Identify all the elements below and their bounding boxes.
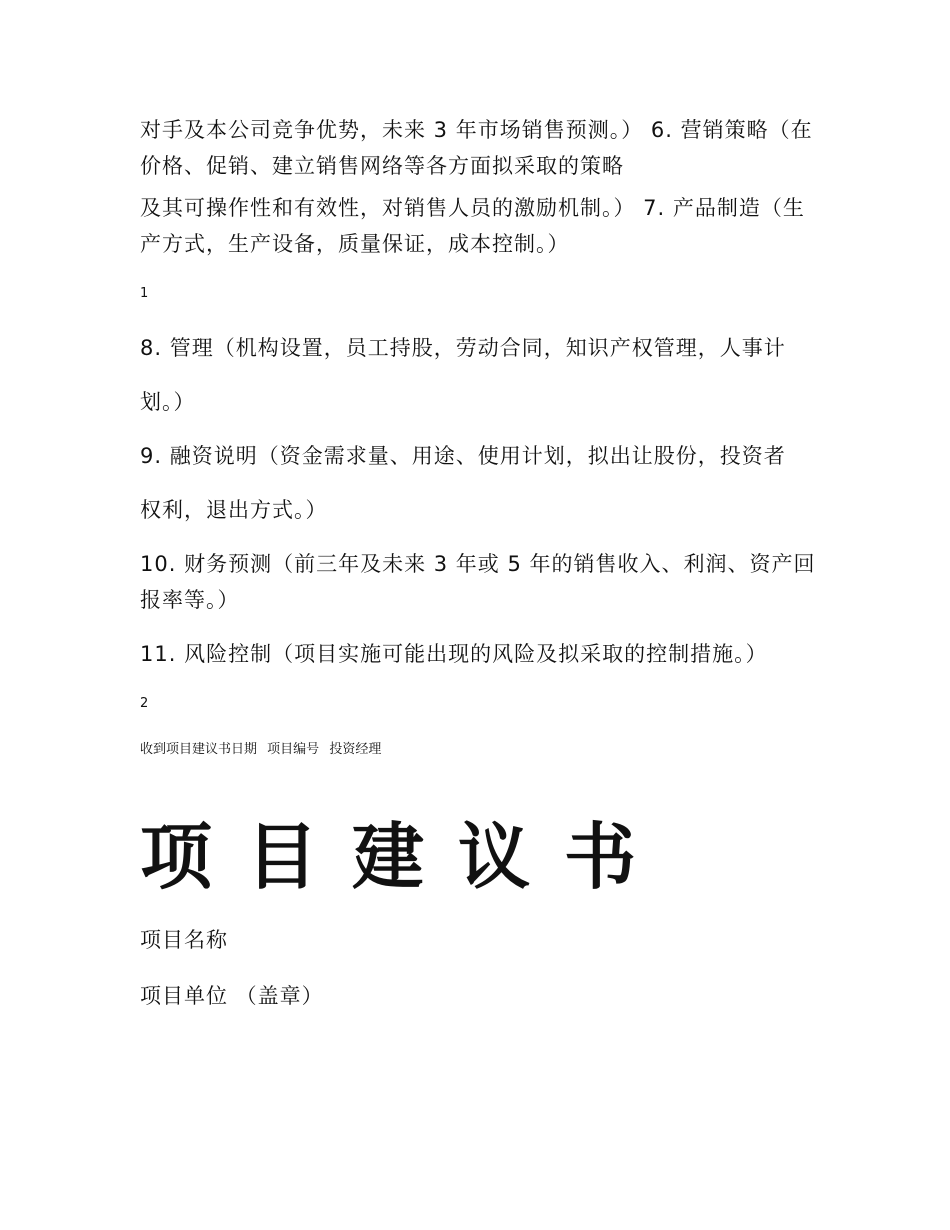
page-number: 1: [140, 286, 149, 301]
paragraph-financing: 9. 融资说明（资金需求量、用途、使用计划，拟出让股份，投资者: [140, 444, 786, 468]
page-content: [140, 112, 820, 1034]
receipt-number-label: 项目编号: [267, 742, 320, 757]
paragraph-manufacturing: 及其可操作性和有效性，对销售人员的激励机制。） 7. 产品制造（生产方式，生产设备，质量保证，成本控制。）: [140, 196, 805, 256]
project-name-label: 项目名称: [140, 928, 228, 952]
paragraph-risk-control: 11. 风险控制（项目实施可能出现的风险及拟采取的控制措施。）: [140, 642, 768, 666]
project-unit-label: 项目单位 （盖章）: [140, 984, 324, 1008]
paragraph-market-and-marketing: 对手及本公司竞争优势，未来 3 年市场销售预测。） 6. 营销策略（在价格、促销、建立销售网络等各方面拟采取的策略: [140, 118, 813, 178]
paragraph-management: 8. 管理（机构设置，员工持股，劳动合同，知识产权管理，人事计: [140, 336, 786, 360]
paragraph-financial-forecast: 10. 财务预测（前三年及未来 3 年或 5 年的销售收入、利润、资产回报率等。）: [140, 552, 816, 612]
receipt-line: [140, 740, 820, 760]
receipt-date-label: 收到项目建议书日期: [140, 742, 258, 757]
paragraph-financing-tail: 权利，退出方式。）: [140, 498, 328, 522]
paragraph-management-tail: 划。）: [140, 390, 196, 414]
cover-title: 项目建议书: [140, 815, 671, 899]
page-number: 2: [140, 696, 149, 711]
receipt-manager-label: 投资经理: [329, 742, 382, 757]
